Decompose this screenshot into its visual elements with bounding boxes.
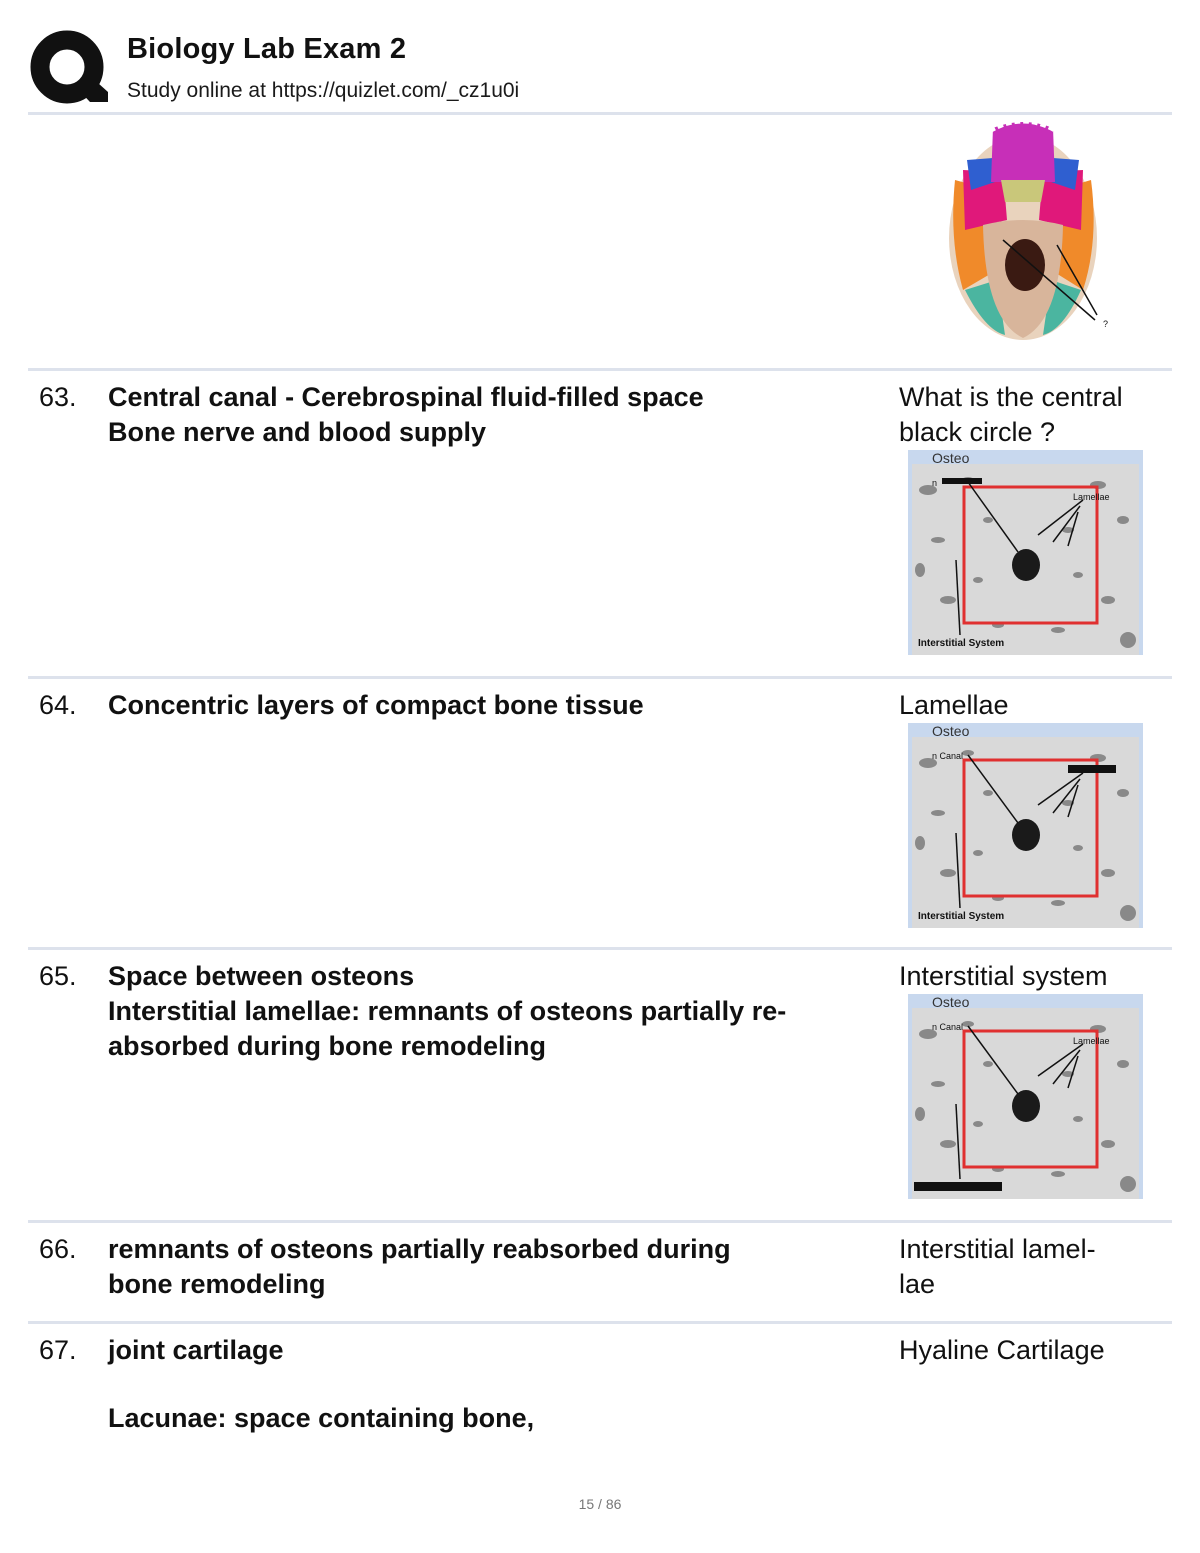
flashcard-65 bbox=[28, 949, 1172, 1219]
definition-line: Interstitial system bbox=[899, 961, 1108, 991]
page-number: 15 / 86 bbox=[578, 1496, 622, 1512]
term-line: Central canal - Cerebrospinal fluid-filled space bbox=[108, 382, 704, 412]
page-header bbox=[0, 0, 1200, 115]
term-line: Space between osteons bbox=[108, 961, 415, 991]
flashcard-67 bbox=[28, 1323, 1172, 1463]
term-line: absorbed during bone remodeling bbox=[108, 1031, 547, 1061]
card-definition bbox=[899, 959, 1164, 994]
osteon-label: Osteo bbox=[932, 450, 970, 466]
flashcard-66 bbox=[28, 1222, 1172, 1320]
document-title: Biology Lab Exam 2 bbox=[127, 33, 407, 65]
definition-line: What is the central bbox=[899, 382, 1123, 412]
card-definition bbox=[899, 380, 1164, 450]
card-term bbox=[108, 688, 898, 723]
term-line: bone remodeling bbox=[108, 1269, 326, 1299]
flashcard-63 bbox=[28, 370, 1172, 675]
definition-line: Interstitial lamel- bbox=[899, 1234, 1096, 1264]
term-line: joint cartilage bbox=[108, 1335, 284, 1365]
definition-line: Hyaline Cartilage bbox=[899, 1335, 1105, 1365]
osteon-micrograph-image bbox=[908, 994, 1143, 1199]
term-line: remnants of osteons partially reabsorbed during bbox=[108, 1234, 731, 1264]
skull-question-label: ? bbox=[1103, 319, 1109, 329]
definition-line: Lamellae bbox=[899, 690, 1009, 720]
interstitial-label: Interstitial System bbox=[918, 638, 1005, 649]
card-definition bbox=[899, 1333, 1164, 1368]
definition-line: lae bbox=[899, 1269, 936, 1299]
card-term bbox=[108, 1333, 898, 1436]
lamellae-label: Lamellae bbox=[1073, 1036, 1110, 1046]
study-online-link[interactable]: Study online at https://quizlet.com/_cz1u0i bbox=[127, 79, 520, 102]
card-number: 63. bbox=[39, 382, 77, 412]
quizlet-logo-icon bbox=[30, 30, 108, 108]
spacer bbox=[108, 1368, 898, 1401]
card-number: 65. bbox=[39, 961, 77, 991]
term-line: Interstitial lamellae: remnants of osteons partially re- bbox=[108, 996, 787, 1026]
osteon-label: Osteo bbox=[932, 994, 970, 1010]
osteon-micrograph-image bbox=[908, 723, 1143, 928]
card-number: 66. bbox=[39, 1234, 77, 1264]
definition-line: black circle ? bbox=[899, 417, 1056, 447]
card-number: 67. bbox=[39, 1335, 77, 1365]
card-definition bbox=[899, 1232, 1164, 1302]
skull-inferior-view-image bbox=[945, 120, 1115, 345]
canal-label: n bbox=[932, 478, 938, 488]
card-term bbox=[108, 380, 898, 450]
divider bbox=[28, 112, 1172, 115]
term-line: Lacunae: space containing bone, bbox=[108, 1403, 535, 1433]
flashcard-64 bbox=[28, 678, 1172, 946]
osteon-label: Osteo bbox=[932, 723, 970, 739]
card-term bbox=[108, 959, 898, 1064]
interstitial-label: Interstitial System bbox=[918, 911, 1005, 922]
term-line: Bone nerve and blood supply bbox=[108, 417, 487, 447]
canal-label: n Canal bbox=[932, 751, 964, 761]
lamellae-label: Lamellae bbox=[1073, 492, 1110, 502]
canal-label: n Canal bbox=[932, 1022, 964, 1032]
card-definition bbox=[899, 688, 1164, 723]
card-term bbox=[108, 1232, 898, 1302]
osteon-micrograph-image bbox=[908, 450, 1143, 655]
term-line: Concentric layers of compact bone tissue bbox=[108, 690, 644, 720]
card-number: 64. bbox=[39, 690, 77, 720]
